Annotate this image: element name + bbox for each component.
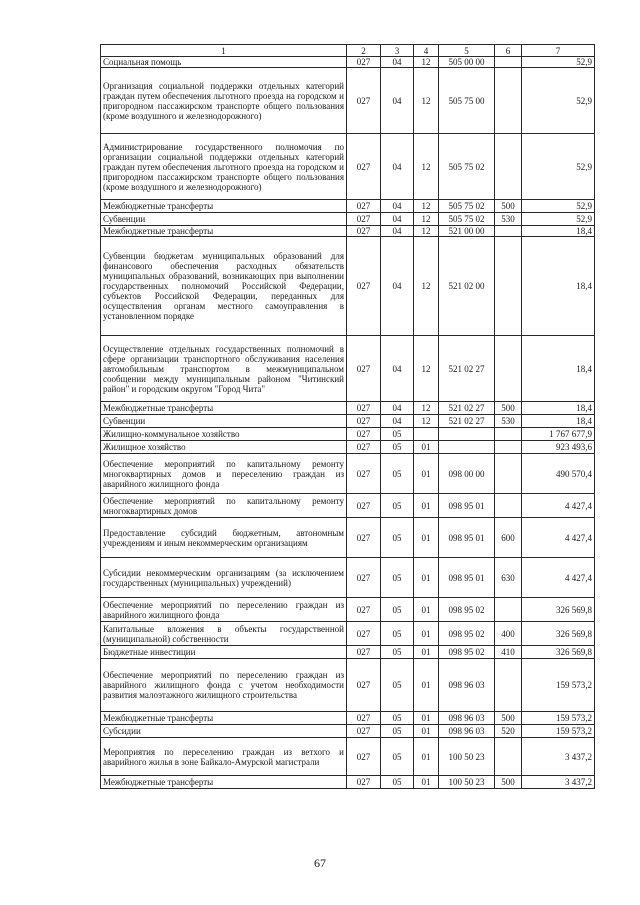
row-subsection-code: 01	[414, 494, 439, 518]
row-target-code: 505 75 02	[439, 213, 495, 226]
header-cell-6: 6	[495, 45, 522, 57]
row-target-code: 505 75 02	[439, 134, 495, 200]
row-subsection-code: 12	[414, 237, 439, 336]
row-name: Межбюджетные трансферты	[101, 712, 347, 725]
row-ministry-code: 027	[347, 226, 381, 237]
row-subsection-code: 12	[414, 200, 439, 213]
row-ministry-code: 027	[347, 213, 381, 226]
row-amount: 326 569,8	[522, 646, 595, 659]
row-expense-type-code	[495, 659, 522, 712]
row-subsection-code: 12	[414, 415, 439, 428]
row-amount: 18,4	[522, 226, 595, 237]
row-target-code: 098 95 02	[439, 646, 495, 659]
row-amount: 3 437,2	[522, 776, 595, 789]
table-row	[101, 336, 595, 402]
row-section-code: 05	[381, 725, 414, 738]
row-ministry-code: 027	[347, 659, 381, 712]
table-row	[101, 454, 595, 494]
row-amount: 4 427,4	[522, 518, 595, 558]
table-row	[101, 428, 595, 441]
row-section-code: 04	[381, 200, 414, 213]
row-amount: 1 767 677,9	[522, 428, 595, 441]
row-target-code: 505 00 00	[439, 57, 495, 68]
row-ministry-code: 027	[347, 518, 381, 558]
row-amount: 159 573,2	[522, 725, 595, 738]
row-name: Межбюджетные трансферты	[101, 200, 347, 213]
header-cell-4: 4	[414, 45, 439, 57]
header-cell-7: 7	[522, 45, 595, 57]
row-name: Предоставление субсидий бюджетным, автономным учреждениям и иным некоммерческим организациям	[101, 518, 347, 558]
row-section-code: 05	[381, 558, 414, 598]
row-name: Организация социальной поддержки отдельных категорий граждан путем обеспечения льготного проезда на городском и пригородном пассажирском транспорте общего пользования (кроме воздушного и железнодорожного)	[101, 68, 347, 134]
row-target-code: 100 50 23	[439, 738, 495, 776]
row-expense-type-code	[495, 598, 522, 622]
row-section-code: 05	[381, 776, 414, 789]
row-amount: 3 437,2	[522, 738, 595, 776]
row-name: Межбюджетные трансферты	[101, 226, 347, 237]
row-name: Бюджетные инвестиции	[101, 646, 347, 659]
row-target-code: 521 00 00	[439, 226, 495, 237]
row-subsection-code: 01	[414, 622, 439, 646]
row-amount: 18,4	[522, 402, 595, 415]
row-section-code: 05	[381, 454, 414, 494]
row-amount: 326 569,8	[522, 622, 595, 646]
row-subsection-code: 12	[414, 402, 439, 415]
row-target-code: 098 95 01	[439, 558, 495, 598]
table-row	[101, 213, 595, 226]
row-target-code: 100 50 23	[439, 776, 495, 789]
row-ministry-code: 027	[347, 441, 381, 454]
row-amount: 18,4	[522, 336, 595, 402]
row-target-code	[439, 428, 495, 441]
row-target-code: 521 02 27	[439, 336, 495, 402]
row-name: Жилищно-коммунальное хозяйство	[101, 428, 347, 441]
row-name: Социальная помощь	[101, 57, 347, 68]
table-row	[101, 622, 595, 646]
row-section-code: 04	[381, 57, 414, 68]
row-amount: 923 493,6	[522, 441, 595, 454]
row-subsection-code: 12	[414, 213, 439, 226]
row-target-code: 521 02 27	[439, 415, 495, 428]
row-expense-type-code	[495, 454, 522, 494]
table-row	[101, 494, 595, 518]
row-ministry-code: 027	[347, 558, 381, 598]
row-expense-type-code: 400	[495, 622, 522, 646]
row-expense-type-code	[495, 336, 522, 402]
row-section-code: 05	[381, 659, 414, 712]
header-cell-3: 3	[381, 45, 414, 57]
row-section-code: 05	[381, 518, 414, 558]
table-row	[101, 598, 595, 622]
row-name: Обеспечение мероприятий по капитальному ремонту многоквартирных домов	[101, 494, 347, 518]
row-name: Жилищное хозяйство	[101, 441, 347, 454]
row-section-code: 05	[381, 646, 414, 659]
row-expense-type-code: 530	[495, 213, 522, 226]
table-row	[101, 441, 595, 454]
row-ministry-code: 027	[347, 68, 381, 134]
row-expense-type-code: 520	[495, 725, 522, 738]
row-ministry-code: 027	[347, 134, 381, 200]
row-subsection-code: 01	[414, 725, 439, 738]
row-ministry-code: 027	[347, 454, 381, 494]
row-ministry-code: 027	[347, 57, 381, 68]
row-subsection-code	[414, 428, 439, 441]
row-name: Обеспечение мероприятий по переселению граждан из аварийного жилищного фонда с учетом необходимости развития малоэтажного жилищного строительства	[101, 659, 347, 712]
table-row	[101, 57, 595, 68]
row-name: Обеспечение мероприятий по капитальному ремонту многоквартирных домов и переселению граждан из аварийного жилищного фонда	[101, 454, 347, 494]
row-ministry-code: 027	[347, 336, 381, 402]
row-name: Межбюджетные трансферты	[101, 776, 347, 789]
row-subsection-code: 01	[414, 738, 439, 776]
row-target-code: 098 95 01	[439, 494, 495, 518]
row-amount: 52,9	[522, 213, 595, 226]
table-row	[101, 226, 595, 237]
row-target-code: 098 95 02	[439, 622, 495, 646]
table-row	[101, 738, 595, 776]
row-expense-type-code: 500	[495, 200, 522, 213]
row-expense-type-code	[495, 237, 522, 336]
table-row	[101, 558, 595, 598]
row-name: Обеспечение мероприятий по переселению граждан из аварийного жилищного фонда	[101, 598, 347, 622]
row-section-code: 05	[381, 428, 414, 441]
page-number: 67	[314, 856, 326, 870]
row-subsection-code: 01	[414, 558, 439, 598]
row-section-code: 05	[381, 738, 414, 776]
row-ministry-code: 027	[347, 622, 381, 646]
row-subsection-code: 12	[414, 336, 439, 402]
row-subsection-code: 01	[414, 659, 439, 712]
row-section-code: 04	[381, 237, 414, 336]
row-ministry-code: 027	[347, 738, 381, 776]
row-expense-type-code: 530	[495, 415, 522, 428]
row-section-code: 04	[381, 336, 414, 402]
row-expense-type-code	[495, 134, 522, 200]
row-ministry-code: 027	[347, 646, 381, 659]
row-subsection-code: 12	[414, 226, 439, 237]
header-cell-2: 2	[347, 45, 381, 57]
table-row	[101, 134, 595, 200]
row-ministry-code: 027	[347, 415, 381, 428]
row-expense-type-code: 410	[495, 646, 522, 659]
row-section-code: 05	[381, 622, 414, 646]
row-name: Субвенции бюджетам муниципальных образований для финансового обеспечения расходных обязательств муниципальных образований, возникающих при выполнении государственных полномочий Российской Федерации, субъектов Российской Федерации, переданных для осуществления органам местного самоуправления в установленном порядке	[101, 237, 347, 336]
row-target-code: 505 75 00	[439, 68, 495, 134]
row-expense-type-code	[495, 738, 522, 776]
row-amount: 4 427,4	[522, 558, 595, 598]
row-ministry-code: 027	[347, 200, 381, 213]
header-cell-5: 5	[439, 45, 495, 57]
table-row	[101, 68, 595, 134]
row-section-code: 05	[381, 598, 414, 622]
row-amount: 52,9	[522, 57, 595, 68]
row-subsection-code: 01	[414, 646, 439, 659]
row-expense-type-code	[495, 441, 522, 454]
row-expense-type-code	[495, 57, 522, 68]
row-expense-type-code: 630	[495, 558, 522, 598]
row-ministry-code: 027	[347, 402, 381, 415]
row-subsection-code: 01	[414, 776, 439, 789]
row-name: Капитальные вложения в объекты государственной (муниципальной) собственности	[101, 622, 347, 646]
row-section-code: 04	[381, 68, 414, 134]
row-ministry-code: 027	[347, 494, 381, 518]
table-row	[101, 237, 595, 336]
row-expense-type-code: 500	[495, 712, 522, 725]
row-name: Субсидии некоммерческим организациям (за исключением государственных (муниципальных) учреждений)	[101, 558, 347, 598]
row-ministry-code: 027	[347, 237, 381, 336]
row-section-code: 04	[381, 134, 414, 200]
row-target-code: 521 02 00	[439, 237, 495, 336]
row-ministry-code: 027	[347, 428, 381, 441]
row-ministry-code: 027	[347, 598, 381, 622]
row-target-code: 521 02 27	[439, 402, 495, 415]
row-amount: 18,4	[522, 237, 595, 336]
row-expense-type-code: 600	[495, 518, 522, 558]
header-cell-1: 1	[101, 45, 347, 57]
table-row	[101, 725, 595, 738]
row-expense-type-code	[495, 226, 522, 237]
row-amount: 326 569,8	[522, 598, 595, 622]
row-target-code: 098 95 02	[439, 598, 495, 622]
row-subsection-code: 01	[414, 598, 439, 622]
row-target-code: 098 00 00	[439, 454, 495, 494]
table-row	[101, 659, 595, 712]
row-amount: 159 573,2	[522, 712, 595, 725]
row-target-code: 098 96 03	[439, 659, 495, 712]
table-header-row	[101, 45, 595, 57]
row-subsection-code: 01	[414, 454, 439, 494]
table-row	[101, 415, 595, 428]
row-ministry-code: 027	[347, 712, 381, 725]
row-subsection-code: 12	[414, 68, 439, 134]
row-expense-type-code	[495, 68, 522, 134]
row-amount: 490 570,4	[522, 454, 595, 494]
row-expense-type-code: 500	[495, 776, 522, 789]
row-name: Субвенции	[101, 213, 347, 226]
row-section-code: 05	[381, 441, 414, 454]
row-amount: 159 573,2	[522, 659, 595, 712]
row-target-code: 098 96 03	[439, 725, 495, 738]
table-row	[101, 402, 595, 415]
row-subsection-code: 01	[414, 518, 439, 558]
row-expense-type-code	[495, 428, 522, 441]
row-section-code: 04	[381, 402, 414, 415]
row-subsection-code: 01	[414, 712, 439, 725]
row-amount: 52,9	[522, 200, 595, 213]
row-amount: 4 427,4	[522, 494, 595, 518]
row-section-code: 04	[381, 415, 414, 428]
row-amount: 52,9	[522, 68, 595, 134]
row-section-code: 05	[381, 712, 414, 725]
row-target-code: 098 95 01	[439, 518, 495, 558]
table-row	[101, 712, 595, 725]
row-expense-type-code	[495, 494, 522, 518]
row-name: Мероприятия по переселению граждан из ветхого и аварийного жилья в зоне Байкало-Амурской магистрали	[101, 738, 347, 776]
row-amount: 18,4	[522, 415, 595, 428]
row-section-code: 05	[381, 494, 414, 518]
budget-table	[100, 44, 595, 789]
row-name: Осуществление отдельных государственных полномочий в сфере организации транспортного обслуживания населения автомобильным транспортом в межмуниципальном сообщении между муниципальным районом "Читинский район" и городским округом "Город Чита"	[101, 336, 347, 402]
row-section-code: 04	[381, 213, 414, 226]
row-ministry-code: 027	[347, 725, 381, 738]
row-section-code: 04	[381, 226, 414, 237]
row-amount: 52,9	[522, 134, 595, 200]
row-target-code: 098 96 03	[439, 712, 495, 725]
row-name: Администрирование государственного полномочия по организации социальной поддержки отдельных категорий граждан путем обеспечения льготного проезда на городском и пригородном пассажирском транспорте общего пользования (кроме воздушного и железнодорожного)	[101, 134, 347, 200]
row-subsection-code: 12	[414, 57, 439, 68]
row-name: Межбюджетные трансферты	[101, 402, 347, 415]
table-row	[101, 200, 595, 213]
row-subsection-code: 01	[414, 441, 439, 454]
table-row	[101, 646, 595, 659]
row-name: Субвенции	[101, 415, 347, 428]
table-row	[101, 518, 595, 558]
table-row	[101, 776, 595, 789]
row-target-code	[439, 441, 495, 454]
row-ministry-code: 027	[347, 776, 381, 789]
row-target-code: 505 75 02	[439, 200, 495, 213]
row-expense-type-code: 500	[495, 402, 522, 415]
row-subsection-code: 12	[414, 134, 439, 200]
row-name: Субсидии	[101, 725, 347, 738]
